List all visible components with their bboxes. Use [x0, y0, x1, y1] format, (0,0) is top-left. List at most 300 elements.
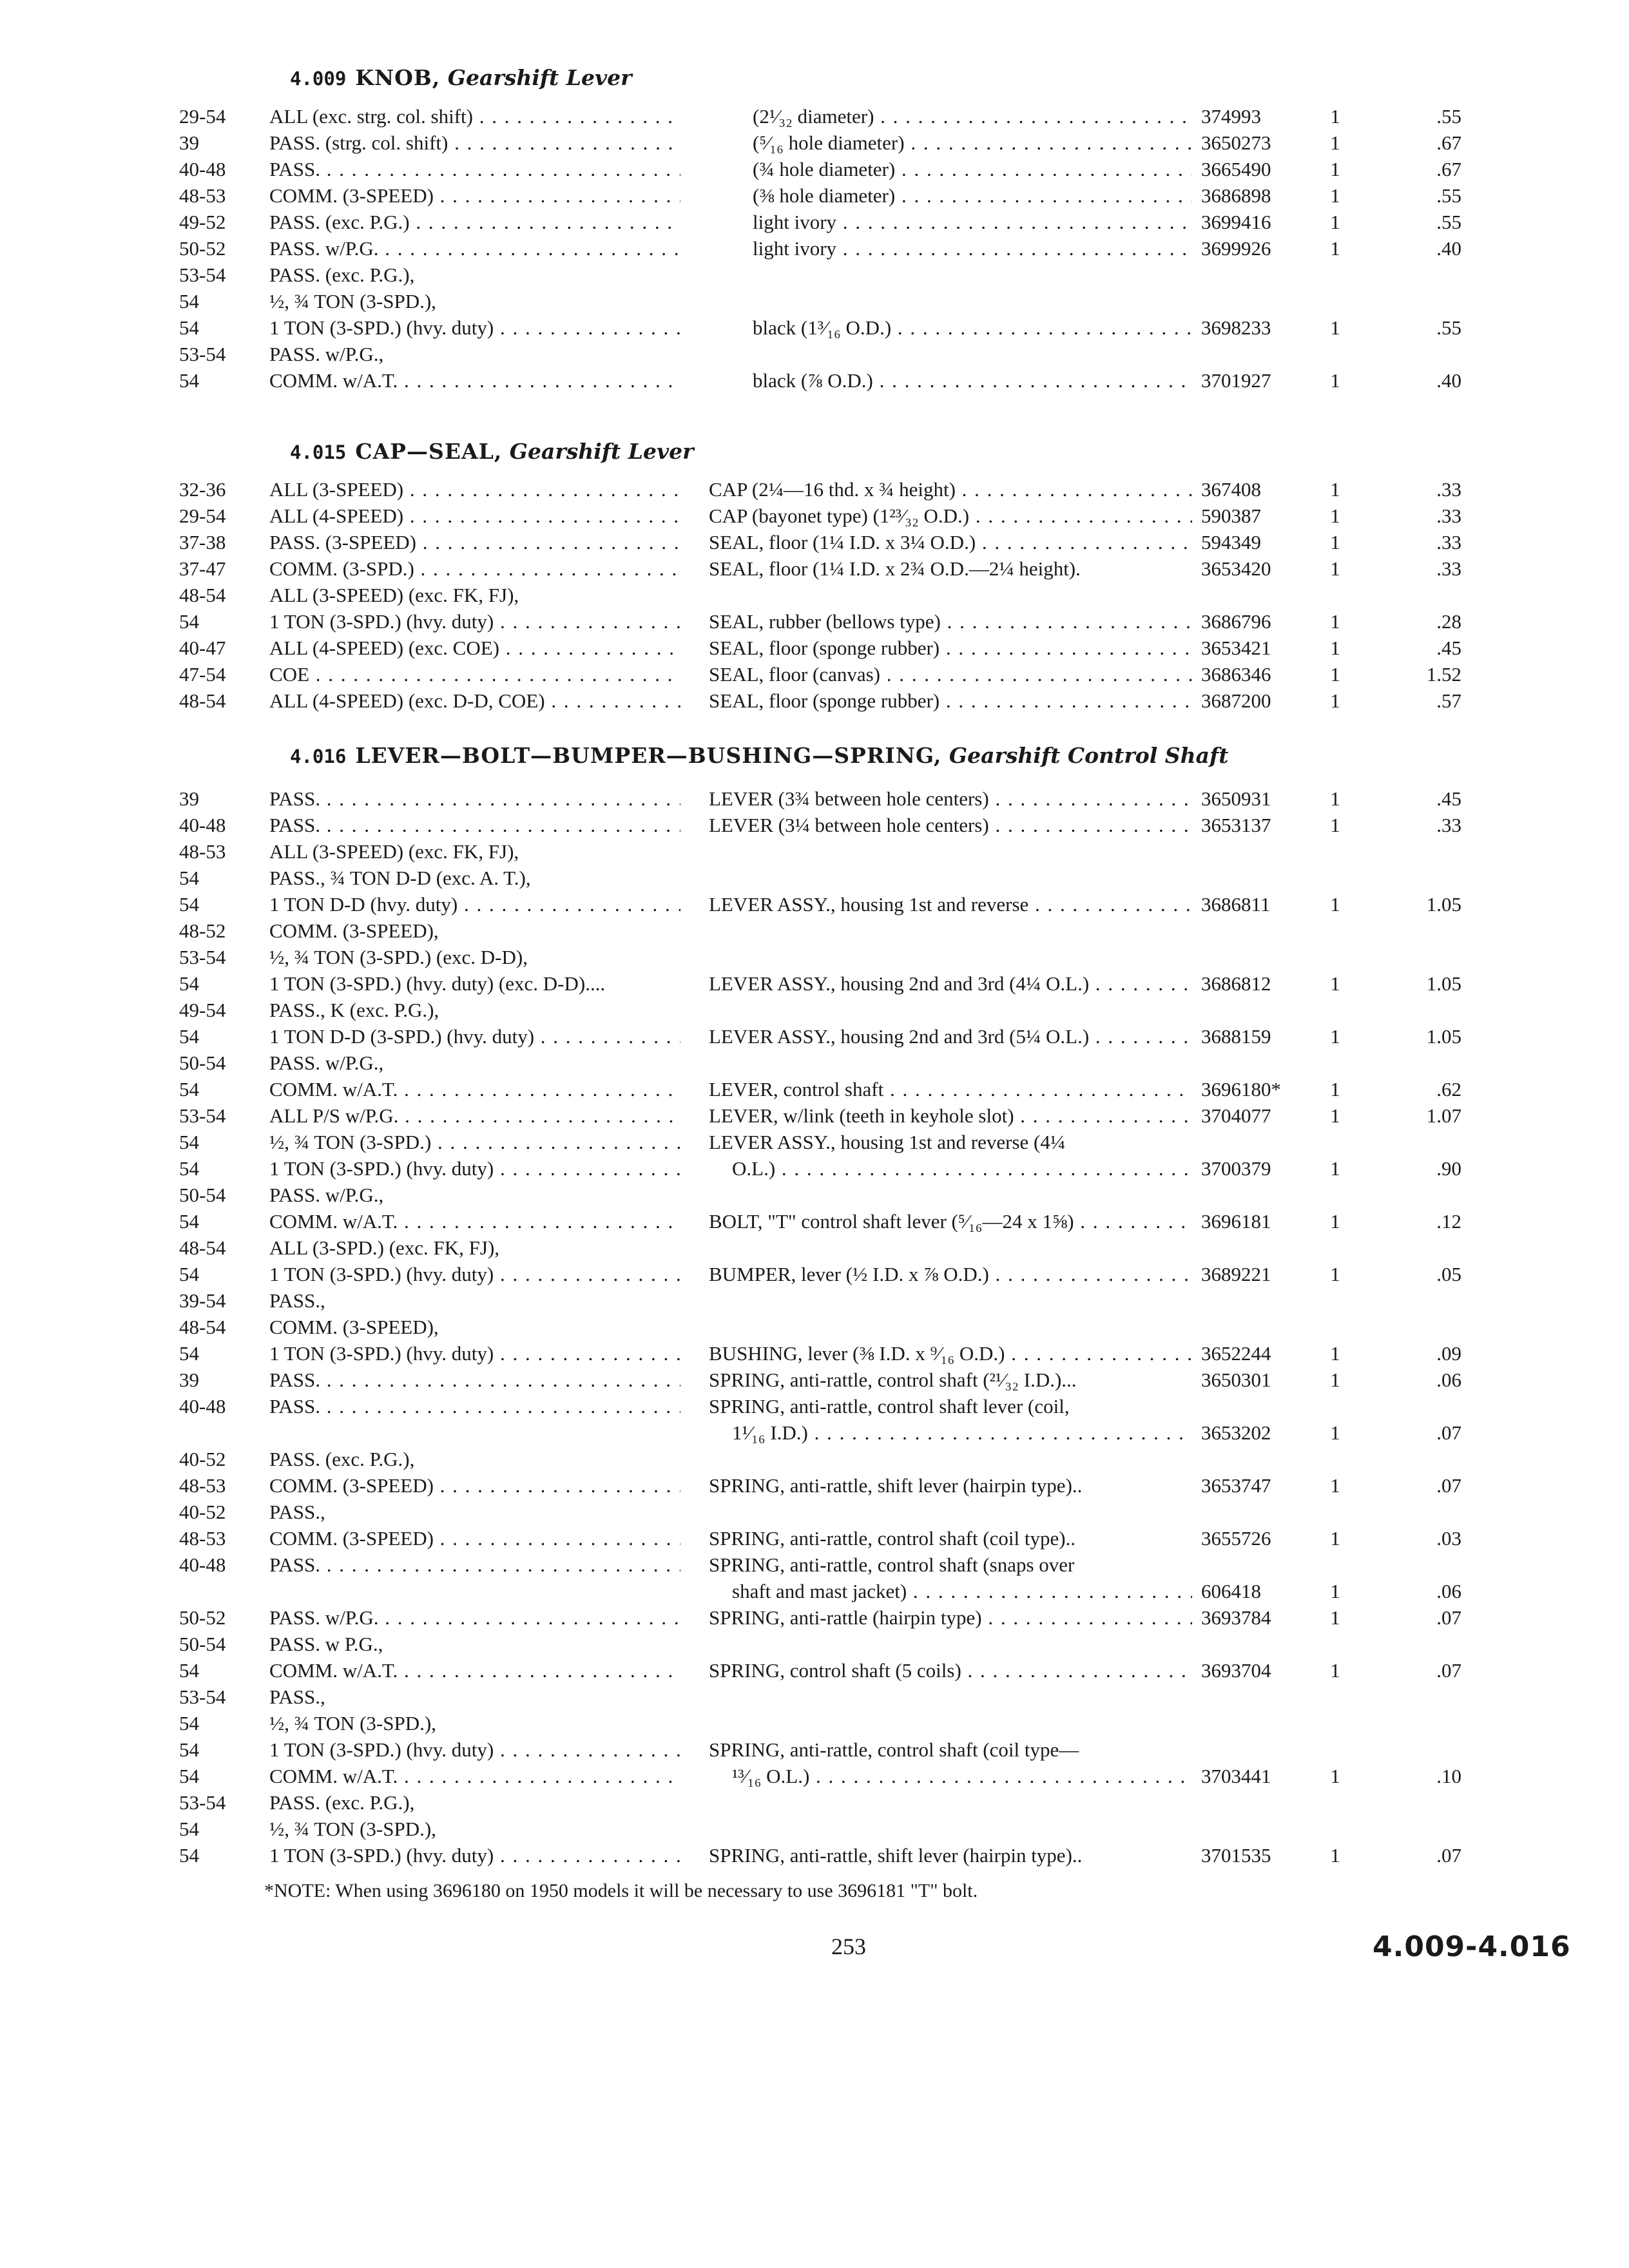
description-text: CAP (2¼—16 thd. x ¾ height): [709, 478, 956, 501]
price: .55: [1436, 316, 1461, 339]
part-description: [753, 367, 1192, 394]
application-text: COMM. w/A.T.: [269, 1765, 398, 1787]
part-description: [709, 1367, 1192, 1393]
part-description: [732, 1763, 1192, 1789]
section-keyword: KNOB,: [355, 65, 441, 90]
description-text: SEAL, floor (canvas): [709, 663, 880, 686]
description-text: 1¹⁄₁₆ I.D.): [732, 1421, 808, 1444]
table-row: [0, 865, 1629, 891]
part-description: [753, 235, 1192, 262]
table-row: [0, 661, 1629, 687]
part-description: [753, 156, 1192, 182]
model-years: 54: [179, 369, 199, 392]
part-description: [732, 1155, 1192, 1182]
model-years: 48-54: [179, 1316, 226, 1338]
application-text: PASS. w/P.G.,: [269, 1052, 384, 1074]
model-years: 54: [179, 1818, 199, 1840]
part-number: 3700379: [1201, 1157, 1271, 1180]
application-text: PASS.: [269, 1553, 321, 1576]
price: 1.52: [1426, 663, 1461, 686]
table-row: [0, 103, 1629, 130]
model-years: 40-48: [179, 814, 226, 836]
model-years: 54: [179, 316, 199, 339]
application: [269, 1208, 680, 1235]
application-text: PASS.: [269, 1369, 321, 1391]
price: .06: [1436, 1369, 1461, 1391]
table-row: [0, 156, 1629, 182]
model-years: 48-54: [179, 584, 226, 606]
application: [269, 235, 680, 262]
description-text: LEVER (3¾ between hole centers): [709, 787, 989, 810]
model-years: 53-54: [179, 1791, 226, 1814]
table-row: [0, 1050, 1629, 1076]
table-row: [0, 1736, 1629, 1763]
section-subject: Gearshift Lever: [447, 65, 632, 90]
application-text: PASS. (exc. P.G.),: [269, 264, 415, 286]
part-number: 606418: [1201, 1580, 1261, 1602]
price: .33: [1436, 478, 1461, 501]
table-row: [0, 1684, 1629, 1710]
application-text: 1 TON (3-SPD.) (hvy. duty): [269, 1342, 494, 1365]
model-years: 54: [179, 867, 199, 889]
part-description: [709, 1261, 1192, 1287]
part-description: [753, 314, 1192, 341]
table-row: [0, 838, 1629, 865]
description-text: shaft and mast jacket): [732, 1580, 907, 1602]
part-description: [709, 1076, 1192, 1102]
model-years: 40-52: [179, 1501, 226, 1523]
price: .45: [1436, 637, 1461, 659]
description-text: LEVER ASSY., housing 2nd and 3rd (4¼ O.L.): [709, 972, 1090, 995]
application: [269, 865, 680, 891]
application: [269, 891, 680, 918]
table-row: [0, 1155, 1629, 1182]
part-number: 3653421: [1201, 637, 1271, 659]
application: [269, 812, 680, 838]
quantity: 1: [1330, 237, 1340, 260]
description-text: BUSHING, lever (⅜ I.D. x ⁹⁄₁₆ O.D.): [709, 1342, 1005, 1365]
application-text: ALL (3-SPEED): [269, 478, 404, 501]
description-text: LEVER ASSY., housing 1st and reverse (4¼: [709, 1131, 1066, 1153]
model-years: 54: [179, 290, 199, 312]
price: .33: [1436, 557, 1461, 580]
part-description: [753, 103, 1192, 130]
part-description: [709, 1208, 1192, 1235]
model-years: 29-54: [179, 505, 226, 527]
model-years: 39-54: [179, 1289, 226, 1312]
description-text: SEAL, floor (sponge rubber): [709, 689, 940, 712]
price: .10: [1436, 1765, 1461, 1787]
application: [269, 838, 680, 865]
application-text: 1 TON D-D (hvy. duty): [269, 893, 458, 916]
model-years: 54: [179, 1078, 199, 1100]
quantity: 1: [1330, 1527, 1340, 1550]
price: .33: [1436, 531, 1461, 553]
table-row: [0, 1208, 1629, 1235]
part-number: 3703441: [1201, 1765, 1271, 1787]
model-years: 39: [179, 131, 199, 154]
part-description: [709, 1842, 1192, 1869]
part-number: 3693704: [1201, 1659, 1271, 1682]
application-text: PASS. (exc. P.G.),: [269, 1791, 415, 1814]
description-text: (2¹⁄₃₂ diameter): [753, 105, 874, 128]
application-text: PASS.: [269, 158, 321, 180]
model-years: 48-52: [179, 919, 226, 942]
part-number: 3653420: [1201, 557, 1271, 580]
part-number: 374993: [1201, 105, 1261, 128]
model-years: 53-54: [179, 264, 226, 286]
quantity: 1: [1330, 211, 1340, 233]
description-text: (¾ hole diameter): [753, 158, 896, 180]
application: [269, 970, 680, 997]
table-row: [0, 1525, 1629, 1552]
model-years: 54: [179, 1844, 199, 1867]
quantity: 1: [1330, 1078, 1340, 1100]
application: [269, 476, 680, 503]
application: [269, 1657, 680, 1684]
application-text: PASS. (exc. P.G.),: [269, 1448, 415, 1470]
model-years: 54: [179, 1263, 199, 1285]
model-years: 40-48: [179, 1395, 226, 1418]
description-text: SPRING, anti-rattle, control shaft (snaps over: [709, 1553, 1075, 1576]
model-years: 39: [179, 787, 199, 810]
application: [269, 1155, 680, 1182]
model-years: 54: [179, 972, 199, 995]
table-row: [0, 476, 1629, 503]
part-description: [709, 687, 1192, 714]
model-years: 50-54: [179, 1184, 226, 1206]
quantity: 1: [1330, 131, 1340, 154]
application: [269, 529, 680, 555]
application: [269, 1446, 680, 1472]
section-number: 4.009: [290, 68, 347, 90]
description-text: ¹³⁄₁₆ O.L.): [732, 1765, 810, 1787]
part-description: [709, 1736, 1192, 1763]
application-text: 1 TON (3-SPD.) (hvy. duty): [269, 610, 494, 633]
part-number: 3689221: [1201, 1263, 1271, 1285]
application-text: ½, ¾ TON (3-SPD.) (exc. D-D),: [269, 946, 528, 968]
application-text: PASS. w/P.G.: [269, 1606, 379, 1629]
application: [269, 1842, 680, 1869]
model-years: 49-54: [179, 999, 226, 1021]
price: .40: [1436, 237, 1461, 260]
model-years: 53-54: [179, 946, 226, 968]
part-description: [709, 1525, 1192, 1552]
model-years: 48-54: [179, 1236, 226, 1259]
description-text: black (⅞ O.D.): [753, 369, 873, 392]
table-row: [0, 130, 1629, 156]
application-text: PASS. w/P.G.,: [269, 1184, 384, 1206]
part-description: [709, 970, 1192, 997]
model-years: 54: [179, 1025, 199, 1048]
part-description: [709, 1657, 1192, 1684]
application: [269, 608, 680, 635]
description-text: BUMPER, lever (½ I.D. x ⅞ O.D.): [709, 1263, 989, 1285]
application-text: COE: [269, 663, 309, 686]
model-years: 32-36: [179, 478, 226, 501]
model-years: 54: [179, 1659, 199, 1682]
model-years: 37-47: [179, 557, 226, 580]
description-text: (⅜ hole diameter): [753, 184, 896, 207]
description-text: LEVER (3¼ between hole centers): [709, 814, 989, 836]
quantity: 1: [1330, 1342, 1340, 1365]
price: .67: [1436, 158, 1461, 180]
model-years: 54: [179, 1210, 199, 1233]
table-row: [0, 314, 1629, 341]
part-description: [709, 608, 1192, 635]
model-years: 54: [179, 1765, 199, 1787]
application-text: COMM. (3-SPEED),: [269, 919, 439, 942]
part-number: 3655726: [1201, 1527, 1271, 1550]
application: [269, 1499, 680, 1525]
part-number: 3686898: [1201, 184, 1271, 207]
quantity: 1: [1330, 369, 1340, 392]
part-description: [732, 1419, 1192, 1446]
application: [269, 1102, 680, 1129]
part-description: [709, 635, 1192, 661]
description-text: SPRING, anti-rattle, control shaft lever (coil,: [709, 1395, 1070, 1418]
part-number: 3653137: [1201, 814, 1271, 836]
part-number: 3686811: [1201, 893, 1271, 916]
model-years: 54: [179, 1738, 199, 1761]
part-number: 3688159: [1201, 1025, 1271, 1048]
table-row: [0, 1763, 1629, 1789]
application: [269, 1367, 680, 1393]
application: [269, 918, 680, 944]
part-description: [709, 476, 1192, 503]
application: [269, 1604, 680, 1631]
application-text: PASS.: [269, 1395, 321, 1418]
price: .07: [1436, 1421, 1461, 1444]
price: 1.05: [1426, 1025, 1461, 1048]
part-description: [709, 785, 1192, 812]
part-number: 367408: [1201, 478, 1261, 501]
part-number: 3701927: [1201, 369, 1271, 392]
quantity: 1: [1330, 814, 1340, 836]
part-number: 3686796: [1201, 610, 1271, 633]
quantity: 1: [1330, 1606, 1340, 1629]
application-text: PASS.: [269, 814, 321, 836]
application-text: ALL (4-SPEED): [269, 505, 404, 527]
description-text: SEAL, rubber (bellows type): [709, 610, 941, 633]
description-text: SEAL, floor (1¼ I.D. x 3¼ O.D.): [709, 531, 976, 553]
model-years: 40-48: [179, 1553, 226, 1576]
model-years: 54: [179, 893, 199, 916]
table-row: [0, 1393, 1629, 1419]
price: .55: [1436, 184, 1461, 207]
quantity: 1: [1330, 316, 1340, 339]
application: [269, 130, 680, 156]
page-reference: 4.009-4.016: [1373, 1930, 1571, 1963]
description-text: SEAL, floor (1¼ I.D. x 2¾ O.D.—2¼ height).: [709, 557, 1081, 580]
description-text: LEVER, w/link (teeth in keyhole slot): [709, 1104, 1014, 1127]
table-row: [0, 687, 1629, 714]
section-heading: [290, 62, 632, 94]
application-text: ALL (4-SPEED) (exc. COE): [269, 637, 499, 659]
quantity: 1: [1330, 158, 1340, 180]
part-description: [709, 1023, 1192, 1050]
table-row: [0, 1789, 1629, 1816]
description-text: SPRING, anti-rattle, control shaft (²¹⁄₃₂ I.D.)...: [709, 1369, 1077, 1391]
application-text: COMM. w/A.T.: [269, 369, 398, 392]
price: .45: [1436, 787, 1461, 810]
application: [269, 103, 680, 130]
part-number: 3650273: [1201, 131, 1271, 154]
part-number: 3699416: [1201, 211, 1271, 233]
application-text: ½, ¾ TON (3-SPD.),: [269, 1818, 436, 1840]
model-years: 40-48: [179, 158, 226, 180]
model-years: 48-53: [179, 184, 226, 207]
price: .07: [1436, 1844, 1461, 1867]
model-years: 37-38: [179, 531, 226, 553]
application-text: 1 TON D-D (3-SPD.) (hvy. duty): [269, 1025, 535, 1048]
part-description: [732, 1578, 1192, 1604]
description-text: LEVER ASSY., housing 1st and reverse: [709, 893, 1029, 916]
model-years: 48-53: [179, 840, 226, 863]
description-text: black (1³⁄₁₆ O.D.): [753, 316, 892, 339]
quantity: 1: [1330, 1025, 1340, 1048]
price: .07: [1436, 1474, 1461, 1497]
application: [269, 156, 680, 182]
table-row: [0, 997, 1629, 1023]
table-row: [0, 944, 1629, 970]
quantity: 1: [1330, 531, 1340, 553]
table-row: [0, 1023, 1629, 1050]
application-text: ½, ¾ TON (3-SPD.),: [269, 1712, 436, 1735]
model-years: 50-54: [179, 1052, 226, 1074]
part-number: 3704077: [1201, 1104, 1271, 1127]
table-row: [0, 1314, 1629, 1340]
table-row: [0, 182, 1629, 209]
model-years: 50-54: [179, 1633, 226, 1655]
price: .06: [1436, 1580, 1461, 1602]
application-text: ALL (4-SPEED) (exc. D-D, COE): [269, 689, 545, 712]
application-text: COMM. (3-SPEED): [269, 1527, 434, 1550]
description-text: LEVER, control shaft: [709, 1078, 884, 1100]
application: [269, 687, 680, 714]
application: [269, 367, 680, 394]
quantity: 1: [1330, 478, 1340, 501]
application-text: COMM. (3-SPEED): [269, 1474, 434, 1497]
part-description: [709, 812, 1192, 838]
table-row: [0, 1657, 1629, 1684]
table-row: [0, 1710, 1629, 1736]
price: .55: [1436, 211, 1461, 233]
quantity: 1: [1330, 663, 1340, 686]
quantity: 1: [1330, 1210, 1340, 1233]
table-row: [0, 970, 1629, 997]
table-row: [0, 1842, 1629, 1869]
table-row: [0, 555, 1629, 582]
table-row: [0, 1076, 1629, 1102]
description-text: CAP (bayonet type) (1²³⁄₃₂ O.D.): [709, 505, 970, 527]
application: [269, 1287, 680, 1314]
part-description: [709, 1340, 1192, 1367]
description-text: BOLT, "T" control shaft lever (⁵⁄₁₆—24 x 1⅝): [709, 1210, 1074, 1233]
part-description: [709, 555, 1192, 582]
price: 1.05: [1426, 972, 1461, 995]
application-text: 1 TON (3-SPD.) (hvy. duty): [269, 316, 494, 339]
part-number: 3696180*: [1201, 1078, 1281, 1100]
part-number: 3650301: [1201, 1369, 1271, 1391]
application-text: ALL (exc. strg. col. shift): [269, 105, 473, 128]
model-years: 49-52: [179, 211, 226, 233]
application-text: 1 TON (3-SPD.) (hvy. duty): [269, 1263, 494, 1285]
application-text: COMM. w/A.T.: [269, 1078, 398, 1100]
model-years: 50-52: [179, 237, 226, 260]
model-years: 54: [179, 1712, 199, 1735]
application-text: PASS. (strg. col. shift): [269, 131, 448, 154]
table-row: [0, 235, 1629, 262]
application-text: PASS. (exc. P.G.): [269, 211, 410, 233]
quantity: 1: [1330, 1765, 1340, 1787]
description-text: SPRING, anti-rattle, control shaft (coil type—: [709, 1738, 1079, 1761]
model-years: 40-47: [179, 637, 226, 659]
part-number: 594349: [1201, 531, 1261, 553]
application: [269, 582, 680, 608]
section-keyword: LEVER—BOLT—BUMPER—BUSHING—SPRING,: [355, 743, 942, 768]
table-row: [0, 1367, 1629, 1393]
part-description: [753, 182, 1192, 209]
description-text: SPRING, anti-rattle (hairpin type): [709, 1606, 982, 1629]
model-years: 54: [179, 1157, 199, 1180]
price: .33: [1436, 505, 1461, 527]
application-text: ½, ¾ TON (3-SPD.),: [269, 290, 436, 312]
part-number: 3653747: [1201, 1474, 1271, 1497]
application-text: COMM. (3-SPEED),: [269, 1316, 439, 1338]
application-text: ALL (3-SPEED) (exc. FK, FJ),: [269, 584, 519, 606]
application-text: 1 TON (3-SPD.) (hvy. duty): [269, 1844, 494, 1867]
application: [269, 503, 680, 529]
application: [269, 1393, 680, 1419]
table-row: [0, 1816, 1629, 1842]
description-text: light ivory: [753, 211, 837, 233]
model-years: 54: [179, 1131, 199, 1153]
quantity: 1: [1330, 105, 1340, 128]
part-number: 3650931: [1201, 787, 1271, 810]
table-row: [0, 1235, 1629, 1261]
section-heading: [290, 740, 1228, 772]
page-number: 253: [831, 1934, 866, 1959]
quantity: 1: [1330, 1474, 1340, 1497]
quantity: 1: [1330, 505, 1340, 527]
price: .07: [1436, 1659, 1461, 1682]
model-years: 47-54: [179, 663, 226, 686]
model-years: 53-54: [179, 343, 226, 365]
quantity: 1: [1330, 184, 1340, 207]
application: [269, 1684, 680, 1710]
quantity: 1: [1330, 1659, 1340, 1682]
application: [269, 1340, 680, 1367]
description-text: SPRING, control shaft (5 coils): [709, 1659, 961, 1682]
application-text: PASS. w P.G.,: [269, 1633, 383, 1655]
price: .09: [1436, 1342, 1461, 1365]
model-years: 53-54: [179, 1686, 226, 1708]
application: [269, 1763, 680, 1789]
part-number: 3701535: [1201, 1844, 1271, 1867]
table-row: [0, 529, 1629, 555]
application: [269, 1261, 680, 1287]
description-text: SPRING, anti-rattle, shift lever (hairpin type)..: [709, 1844, 1083, 1867]
part-number: 3696181: [1201, 1210, 1271, 1233]
application-text: PASS.: [269, 787, 321, 810]
part-number: 3686346: [1201, 663, 1271, 686]
table-row: [0, 1604, 1629, 1631]
application-text: PASS., ¾ TON D-D (exc. A. T.),: [269, 867, 531, 889]
quantity: 1: [1330, 1263, 1340, 1285]
table-row: [0, 1287, 1629, 1314]
application-text: ALL (3-SPEED) (exc. FK, FJ),: [269, 840, 519, 863]
